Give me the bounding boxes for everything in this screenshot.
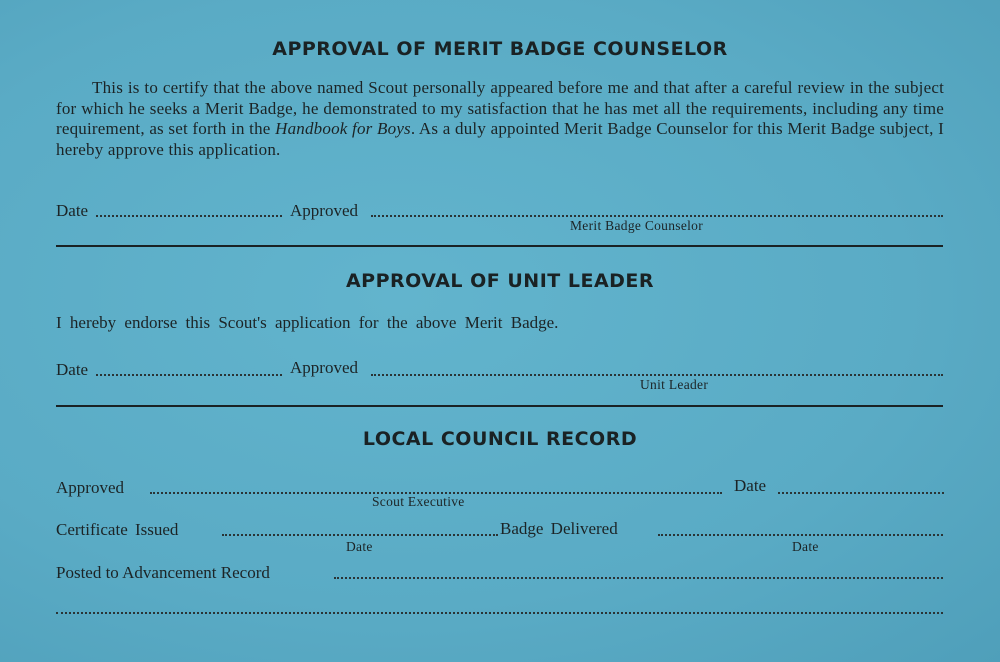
unit-approved-label: Approved — [290, 358, 358, 377]
counselor-approved-label: Approved — [290, 201, 358, 220]
council-approved-caption: Scout Executive — [372, 494, 465, 509]
badge-delivered-field[interactable] — [658, 534, 943, 536]
certification-text-2: . As a duly appointed Merit Badge Counselor for this Merit Badge subject, I hereby approve this application. — [56, 119, 944, 159]
unit-leader-heading: APPROVAL OF UNIT LEADER — [345, 270, 655, 292]
certificate-date-caption: Date — [346, 539, 373, 554]
notes-field[interactable] — [56, 612, 943, 614]
council-date-field[interactable] — [778, 492, 944, 494]
unit-signature-caption: Unit Leader — [640, 377, 709, 392]
council-approved-label: Approved — [56, 478, 124, 497]
posted-label: Posted to Advancement Record — [56, 563, 270, 582]
counselor-heading: APPROVAL OF MERIT BADGE COUNSELOR — [272, 38, 728, 60]
council-date-label: Date — [734, 476, 767, 495]
certificate-date-field[interactable] — [222, 534, 498, 536]
certificate-label: Certificate Issued — [56, 520, 179, 539]
badge-delivered-label: Badge Delivered — [500, 519, 618, 538]
unit-signature-field[interactable] — [371, 374, 943, 376]
badge-delivered-caption: Date — [792, 539, 819, 554]
counselor-date-label: Date — [56, 201, 89, 220]
unit-date-field[interactable] — [96, 374, 282, 376]
council-heading: LOCAL COUNCIL RECORD — [362, 428, 638, 450]
counselor-signature-caption: Merit Badge Counselor — [570, 218, 704, 233]
section-divider — [56, 245, 943, 247]
certification-paragraph — [56, 78, 944, 160]
certification-text-1: This is to certify that the above named Scout personally appeared before me and that after a careful review in the subject for which he seeks a Merit Badge, he demonstrated to my satisfaction that he has met all the requirements, including any time requirement, as set forth in the — [56, 78, 944, 138]
counselor-signature-field[interactable] — [371, 215, 943, 217]
handbook-title: Handbook for Boys — [275, 119, 411, 138]
section-divider — [56, 405, 943, 407]
endorse-text: I hereby endorse this Scout's application for the above Merit Badge. — [56, 313, 559, 332]
counselor-date-field[interactable] — [96, 215, 282, 217]
unit-date-label: Date — [56, 360, 89, 379]
posted-field[interactable] — [334, 577, 943, 579]
